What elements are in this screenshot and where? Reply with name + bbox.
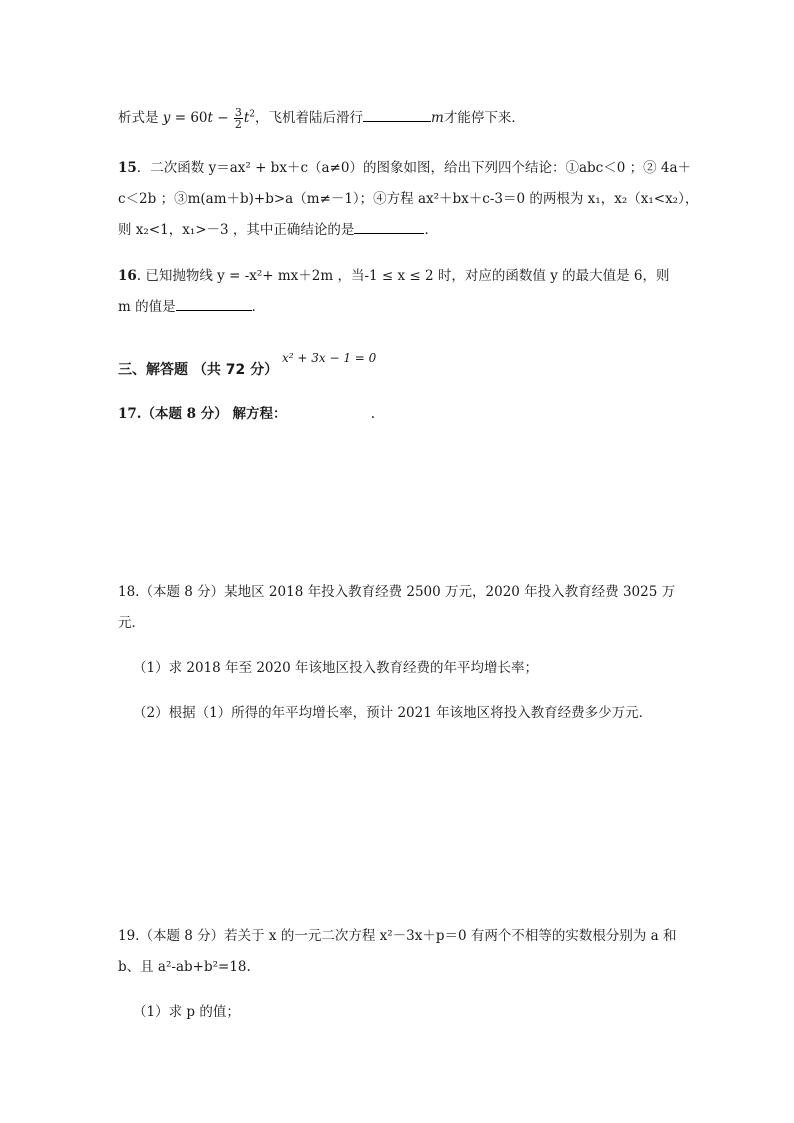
q14-frac-num: 3: [234, 106, 242, 119]
section3-floating-equation: x² + 3x − 1 = 0: [282, 351, 377, 365]
q16-number: 16: [118, 268, 137, 284]
q15-line2: [118, 190, 698, 208]
q14-eq-t2: t: [243, 110, 250, 126]
q15-line3-prefix: 则 x₂<1，x₁>－3 ，其中正确结论的是: [118, 222, 355, 238]
q14-answer-blank[interactable]: [363, 109, 431, 122]
q15-line3-suffix: ．: [424, 222, 438, 238]
q18-sub2: [133, 704, 652, 722]
q18-line1-text: 18.（本题 8 分）某地区 2018 年投入教育经费 2500 万元，2020 年投入教育经费 3025 万: [118, 584, 676, 600]
q15-line1: [118, 159, 691, 177]
q14-eq-eq: = 60: [170, 110, 208, 126]
q14-sup: 2: [249, 109, 256, 120]
q16-line1: [118, 267, 670, 285]
q14-frac-den: 2: [234, 118, 242, 131]
q15-number: 15: [118, 160, 137, 176]
q18-sub1: [133, 659, 538, 677]
q14-eq-y: y: [162, 110, 171, 126]
q18-line1: [118, 583, 675, 601]
q18-line2-text: 元．: [118, 615, 145, 631]
q14-unit: m: [431, 110, 444, 126]
q17-label: 17.（本题 8 分） 解方程：: [118, 406, 287, 422]
q14-eq-t: t: [207, 110, 213, 126]
q19-sub1-text: （1）求 p 的值；: [133, 1004, 240, 1020]
q15-line2-text: c＜2b ；③m(am＋b)+b>a（m≠－1）；④方程 ax²＋bx＋c-3＝0 的两根为 x₁，x₂（x₁<x₂），: [118, 191, 699, 207]
q19-line1: [118, 927, 677, 945]
q15-line1-text: ．二次函数 y＝ax² + bx＋c（a≠0）的图象如图，给出下列四个结论：①abc＜0 ；② 4a＋: [136, 160, 692, 176]
q19-line2-text: b、且 a²-ab+b²=18.: [118, 959, 251, 975]
q18-sub1-text: （1）求 2018 年至 2020 年该地区投入教育经费的年平均增长率；: [133, 660, 538, 676]
q14-prefix: 析式是: [118, 110, 159, 126]
q16-answer-blank[interactable]: [176, 298, 252, 311]
q15-answer-blank[interactable]: [354, 221, 424, 234]
q16-line2: [118, 298, 265, 316]
q19-line2: [118, 958, 251, 976]
q19-line1-text: 19.（本题 8 分）若关于 x 的一元二次方程 x²－3x＋p＝0 有两个不相等的实数根分别为 a 和: [118, 928, 677, 944]
q18-line2: [118, 614, 145, 632]
q14-text: ，飞机着陆后滑行: [255, 110, 364, 126]
q15-line3: [118, 221, 438, 239]
q14-tail-line: [118, 107, 525, 130]
q19-sub1: [133, 1003, 240, 1021]
q14-suffix: 才能停下来．: [443, 110, 525, 126]
section3-title: 三、解答题 （共 72 分）: [118, 362, 279, 378]
q16-line2-prefix: m 的值是: [118, 299, 176, 315]
q18-sub2-text: （2）根据（1）所得的年平均增长率，预计 2021 年该地区将投入教育经费多少万元．: [133, 705, 653, 721]
q16-line1-text: . 已知抛物线 y = -x²+ mx＋2m ，当-1 ≤ x ≤ 2 时，对应的函数值 y 的最大值是 6，则: [136, 268, 670, 284]
q17-suffix: .: [370, 406, 376, 422]
q17-line: [118, 405, 375, 423]
q14-eq-minus: −: [212, 110, 233, 126]
q16-line2-suffix: ．: [251, 299, 266, 315]
q14-fraction: [234, 107, 243, 130]
